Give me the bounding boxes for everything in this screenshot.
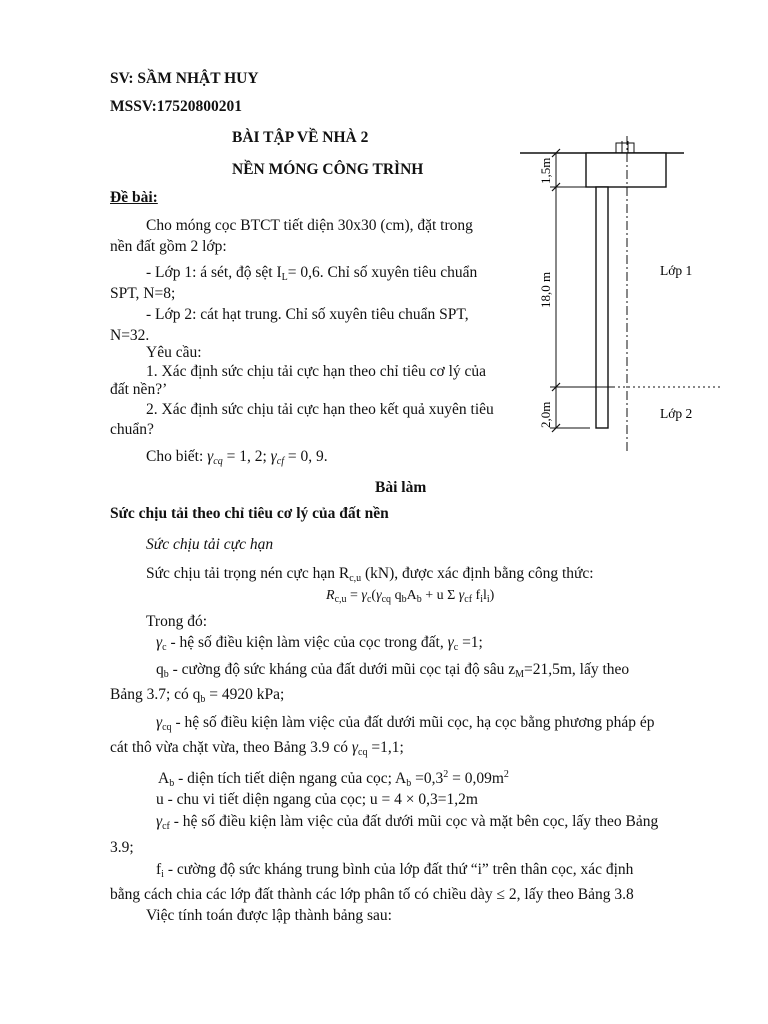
pile (596, 187, 608, 428)
main-formula: $R_{c,u} = \gamma_c(\gamma_{cq}$ $q_bA_b + u$ Σ $\gamma_{cf}$ $f_il_i$) (326, 588, 495, 605)
student-name: SV: SẦM NHẬT HUY (110, 70, 259, 87)
problem-intro: Cho móng cọc BTCT tiết diện 30x30 (cm), đặt trong (146, 217, 473, 234)
requirement-1-2: đất nền?’ (110, 381, 168, 398)
ab-def: $A_b$ - diện tích tiết diện ngang của cọc; $A_b =0,3^2 = 0,09m^2$ (158, 769, 509, 789)
dim-18m: 18,0 m (538, 271, 553, 308)
requirement-1: 1. Xác định sức chịu tải cực hạn theo chỉ tiêu cơ lý của (146, 363, 487, 380)
given-values: Cho biết: $\gamma_{cq} = 1$, 2; $\gamma_{cf} = 0$, 9. (146, 448, 328, 467)
section-title: Sức chịu tải theo chỉ tiêu cơ lý của đất nền (110, 505, 389, 522)
requirement-2: 2. Xác định sức chịu tải cực hạn theo kết quả xuyên tiêu (146, 401, 494, 418)
qb-def-2: Bảng 3.7; có $q_b = 4920$ kPa; (110, 686, 285, 705)
layer1-desc-2: SPT, N=8; (110, 285, 176, 302)
fi-def-2: bằng cách chia các lớp đất thành các lớp phân tố có chiều dày ≤ 2, lấy theo Bảng 3.8 (110, 886, 634, 903)
document-subtitle: NỀN MÓNG CÔNG TRÌNH (232, 161, 424, 178)
gamma-cf-def: $\gamma_{cf}$ - hệ số điều kiện làm việc của đất dưới mũi cọc và mặt bên cọc, lấy theo Bảng (156, 813, 659, 832)
gamma-cq-def-2: cát thô vừa chặt vừa, theo Bảng 3.9 có $\gamma_{cq} =1,1$; (110, 739, 404, 758)
gamma-cf-def-2: 3.9; (110, 839, 134, 856)
pile-diagram (520, 136, 720, 458)
subsection-title: Sức chịu tải cực hạn (146, 536, 274, 553)
student-id: MSSV:17520800201 (110, 98, 243, 115)
requirement-2-2: chuẩn? (110, 421, 154, 438)
gamma-cq-def: $\gamma_{cq}$ - hệ số điều kiện làm việc của đất dưới mũi cọc, hạ cọc bằng phương pháp ép (156, 714, 655, 733)
dim-1-5m: 1,5m (538, 157, 553, 184)
gamma-c-def: $\gamma_c$ - hệ số điều kiện làm việc của cọc trong đất, $\gamma_c =1$; (156, 634, 483, 653)
fi-def: $f_i$ - cường độ sức kháng trung bình của lớp đất thứ “i” trên thân cọc, xác định (156, 861, 634, 880)
layer2-desc-2: N=32. (110, 327, 150, 344)
qb-def: $q_b$ - cường độ sức kháng của đất dưới mũi cọc tại độ sâu $z_M=21,5m$, lấy theo (156, 661, 630, 680)
table-intro: Việc tính toán được lập thành bảng sau: (146, 907, 392, 924)
layer1-desc: - Lớp 1: á sét, độ sệt $I_L= 0,6$. Chỉ số xuyên tiêu chuẩn (146, 264, 478, 283)
layer2-desc: - Lớp 2: cát hạt trung. Chỉ số xuyên tiêu chuẩn SPT, (146, 306, 469, 323)
layer-2-label: Lớp 2 (660, 406, 693, 421)
requirements-heading: Yêu cầu: (146, 344, 202, 361)
layer-1-label: Lớp 1 (660, 263, 693, 278)
solution-heading: Bài làm (375, 479, 427, 496)
problem-intro-2: nền đất gồm 2 lớp: (110, 238, 227, 255)
pile-cap (586, 153, 666, 187)
where-label: Trong đó: (146, 613, 208, 630)
document-title: BÀI TẬP VỀ NHÀ 2 (232, 129, 369, 146)
problem-heading: Đề bài: (110, 189, 158, 206)
paragraph-1: Sức chịu tải trọng nén cực hạn $R_{c,u}$ (kN), được xác định bằng công thức: (146, 565, 594, 584)
dim-2m: 2,0m (538, 401, 553, 428)
u-def: u - chu vi tiết diện ngang của cọc; u = 4 × 0,3=1,2m (156, 791, 478, 808)
